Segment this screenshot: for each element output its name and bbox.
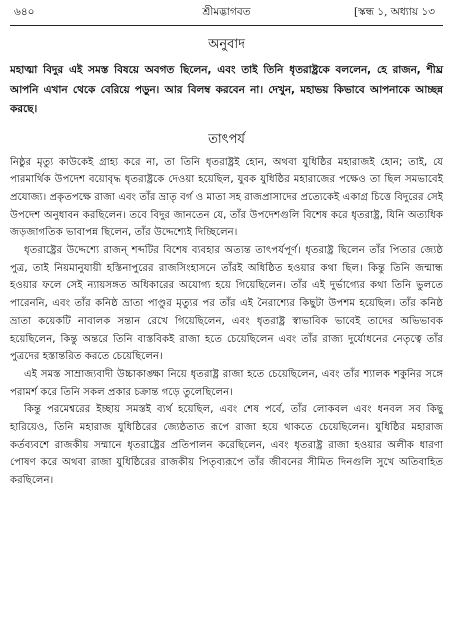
book-title: শ্রীমদ্ভাগবত	[202, 6, 251, 18]
purport-paragraph: কিন্তু পরমেশ্বরের ইচ্ছায় সমস্তই ব্যর্থ হয়েছিল, এবং শেষ পর্বে, তাঁর লোকবল এবং ধনবল সব কিছু হারিয়েও, তিনি মহারাজ যুধিষ্ঠিরের জ্যেষ্ঠতাত রূপে রাজা হয়ে থাকতে চেয়েছিলেন। যুধিষ্ঠির মহারাজ কর্তব্যবশে রাজকীয় সম্মানে ধৃতরাষ্ট্রের প্রতিপালন করেছিলেন, এবং ধৃতরাষ্ট্র রাজা হওয়ার অলীক ধারণা পোষণ করে অথবা রাজা যুধিষ্ঠিরের রাজকীয় পিতৃব্যরূপে তাঁর জীবনের সীমিত দিনগুলি সুখে অতিবাহিত করছিলেন।	[10, 404, 443, 487]
translation-heading: অনুবাদ	[208, 37, 245, 52]
page-number: ৬৪০	[14, 6, 35, 18]
purport-paragraph: নিষ্ঠুর মৃত্যু কাউকেই গ্রাহ্য করে না, তা তিনি ধৃতরাষ্ট্রই হোন, অথবা যুধিষ্ঠির মহারাজই হোন; তাই, যে পারমার্থিক উপদেশ বয়োবৃদ্ধ ধৃতরাষ্ট্রকে দেওয়া হয়েছিল, যুবক যুধিষ্ঠির মহারাজের পক্ষেও তা ছিল সমভাবেই প্রযোজ্য। প্রকৃতপক্ষে রাজা এবং তাঁর ভ্রাতৃ বর্গ ও মাতা সহ রাজপ্রাসাদের প্রত্যেকেই একাগ্র চিত্তে বিদুরের সেই উপদেশ অনুধাবন করছিলেন। তবে বিদুর জানতেন যে, তাঁর উপদেশগুলি বিশেষ করে ধৃতরাষ্ট্র, যিনি অত্যধিক জড়জাগতিক ভাবাপন্ন ছিলেন, তাঁর উদ্দেশ্যেই দিচ্ছিলেন।	[10, 156, 443, 239]
purport-heading: তাৎপর্য	[208, 131, 245, 147]
purport-paragraph: ধৃতরাষ্ট্রের উদ্দেশ্যে রাজন্ শব্দটির বিশেষ ব্যবহার অত্যন্ত তাৎপর্যপূর্ণ। ধৃতরাষ্ট্র ছিলেন তাঁর পিতার জ্যেষ্ঠ পুত্র, তাই নিয়মানুযায়ী হস্তিনাপুরের রাজসিংহাসনে তাঁরই অধিষ্ঠিত হওয়ার কথা ছিল। কিন্তু তিনি জন্মান্ধ হওয়ার ফলে সেই ন্যায়সঙ্গত অধিকারের অযোগ্য হয়ে গিয়েছিলেন। তাঁর এই দুর্ভাগ্যের কথা তিনি ভুলতে পারেননি, এবং তাঁর কনিষ্ঠ ভ্রাতা পাণ্ডুর মৃত্যুর পর তাঁর এই নৈরাশ্যের কিছুটা উপশম হয়েছিল। তাঁর কনিষ্ঠ ভ্রাতা কয়েকটি নাবালক সন্তান রেখে গিয়েছিলেন, এবং ধৃতরাষ্ট্র স্বাভাবিক ভাবেই তাদের অভিভাবক হয়েছিলেন, কিন্তু অন্তরে তিনি বাস্তবিকই রাজা হতে চেয়েছিলেন এবং তাঁর রাজ্য দুর্যোধনের নেতৃত্বে তাঁর পুত্রদের হস্তান্তরিত করতে চেয়েছিলেন।	[10, 245, 443, 363]
section-reference: [স্কন্ধ ১, অধ্যায় ১৩	[353, 6, 435, 18]
purport-paragraph: এই সমস্ত সাম্রাজ্যবাদী উচ্চাকাঙ্ক্ষা নিয়ে ধৃতরাষ্ট্র রাজা হতে চেয়েছিলেন, এবং তাঁর শ্যালক শকুনির সঙ্গে পরামর্শ করে তিনি সকল প্রকার চক্রান্ত গড়ে তুলেছিলেন।	[10, 368, 443, 398]
page-header	[10, 3, 443, 21]
translation-text: মহাত্মা বিদুর এই সমস্ত বিষয়ে অবগত ছিলেন, এবং তাই তিনি ধৃতরাষ্ট্রকে বললেন, হে রাজন, শীঘ্র আপনি এখান থেকে বেরিয়ে পড়ুন। আর বিলম্ব করবেন না। দেখুন, মহাভয় কিভাবে আপনাকে আচ্ছন্ন করছে।	[10, 64, 443, 115]
header-rule	[10, 25, 443, 26]
